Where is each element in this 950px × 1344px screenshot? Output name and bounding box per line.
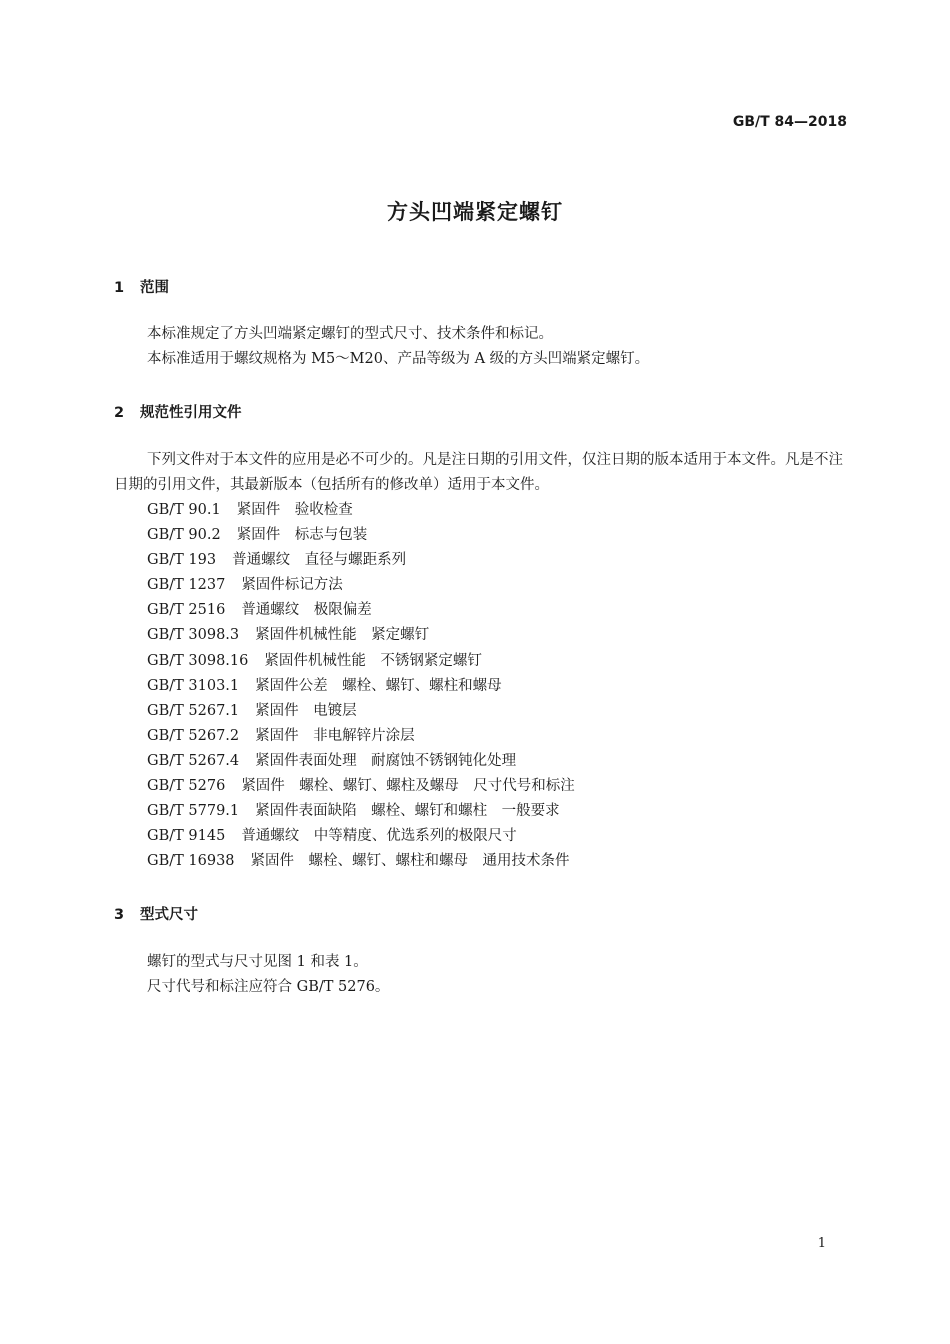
section-number: 2	[114, 405, 125, 421]
list-item	[147, 724, 575, 749]
section-heading-scope	[114, 276, 169, 297]
reference-name: 紧固件公差 螺栓、螺钉、螺柱和螺母	[255, 677, 502, 694]
reference-name: 紧固件机械性能 紧定螺钉	[255, 627, 430, 644]
reference-code: GB/T 5779.1	[147, 803, 240, 820]
references-intro: 下列文件对于本文件的应用是必不可少的。凡是注日期的引用文件，仅注日期的版本适用于本文件。凡是不注日期的引用文件，其最新版本（包括所有的修改单）适用于本文件。	[114, 452, 843, 493]
reference-code: GB/T 9145	[147, 828, 226, 845]
list-item	[147, 799, 575, 824]
reference-name: 普通螺纹 极限偏差	[241, 602, 372, 619]
paragraph-line: 螺钉的型式与尺寸见图 1 和表 1。	[147, 954, 368, 970]
reference-name: 紧固件 验收检查	[236, 502, 353, 518]
reference-name: 紧固件表面缺陷 螺栓、螺钉和螺柱 一般要求	[255, 803, 560, 820]
section-number: 1	[114, 280, 125, 296]
reference-code: GB/T 1237	[147, 577, 226, 594]
reference-code: GB/T 3098.16	[147, 652, 249, 669]
section-heading-form-dimensions	[114, 903, 198, 924]
paragraph-line: 本标准适用于螺纹规格为 M5～M20、产品等级为 A 级的方头凹端紧定螺钉。	[147, 351, 650, 367]
reference-code: GB/T 3098.3	[147, 627, 240, 644]
reference-name: 紧固件标记方法	[241, 577, 343, 594]
paragraph-line: 本标准规定了方头凹端紧定螺钉的型式尺寸、技术条件和标记。	[147, 326, 553, 342]
section-title: 型式尺寸	[140, 907, 198, 923]
list-item	[147, 749, 575, 774]
reference-name: 紧固件 标志与包装	[236, 527, 368, 544]
section-title: 范围	[140, 280, 169, 296]
reference-name: 紧固件 电镀层	[255, 702, 357, 719]
list-item	[147, 623, 575, 648]
section-title: 规范性引用文件	[140, 405, 242, 421]
list-item	[147, 649, 575, 674]
standard-number: GB/T 84—2018	[732, 114, 847, 130]
reference-name: 普通螺纹 直径与螺距系列	[232, 552, 407, 569]
list-item	[147, 849, 575, 874]
list-item	[147, 774, 575, 799]
list-item	[147, 573, 575, 598]
reference-name: 紧固件 螺栓、螺钉、螺柱和螺母 通用技术条件	[250, 853, 570, 870]
reference-code: GB/T 5267.2	[147, 727, 240, 744]
list-item	[147, 824, 575, 849]
reference-code: GB/T 5267.1	[147, 702, 240, 719]
reference-code: GB/T 3103.1	[147, 677, 240, 694]
section-heading-normative-references	[114, 401, 242, 422]
reference-code: GB/T 90.1	[147, 502, 221, 518]
page-number: 1	[817, 1236, 826, 1251]
reference-code: GB/T 5276	[147, 778, 226, 795]
list-item	[147, 523, 575, 548]
reference-code: GB/T 5267.4	[147, 752, 240, 769]
list-item	[147, 498, 575, 523]
reference-code: GB/T 2516	[147, 602, 226, 619]
reference-code: GB/T 16938	[147, 853, 235, 870]
reference-code: GB/T 193	[147, 552, 217, 569]
list-item	[147, 699, 575, 724]
paragraph-line: 尺寸代号和标注应符合 GB/T 5276。	[147, 979, 390, 995]
reference-name: 普通螺纹 中等精度、优选系列的极限尺寸	[241, 828, 517, 845]
reference-name: 紧固件机械性能 不锈钢紧定螺钉	[264, 652, 482, 669]
reference-name: 紧固件 非电解锌片涂层	[255, 727, 415, 744]
document-title: 方头凹端紧定螺钉	[387, 200, 563, 224]
list-item	[147, 548, 575, 573]
reference-name: 紧固件 螺栓、螺钉、螺柱及螺母 尺寸代号和标注	[241, 778, 575, 795]
reference-list	[147, 498, 575, 874]
list-item	[147, 598, 575, 623]
list-item	[147, 674, 575, 699]
section-number: 3	[114, 907, 125, 923]
reference-code: GB/T 90.2	[147, 527, 221, 544]
reference-name: 紧固件表面处理 耐腐蚀不锈钢钝化处理	[255, 752, 517, 769]
